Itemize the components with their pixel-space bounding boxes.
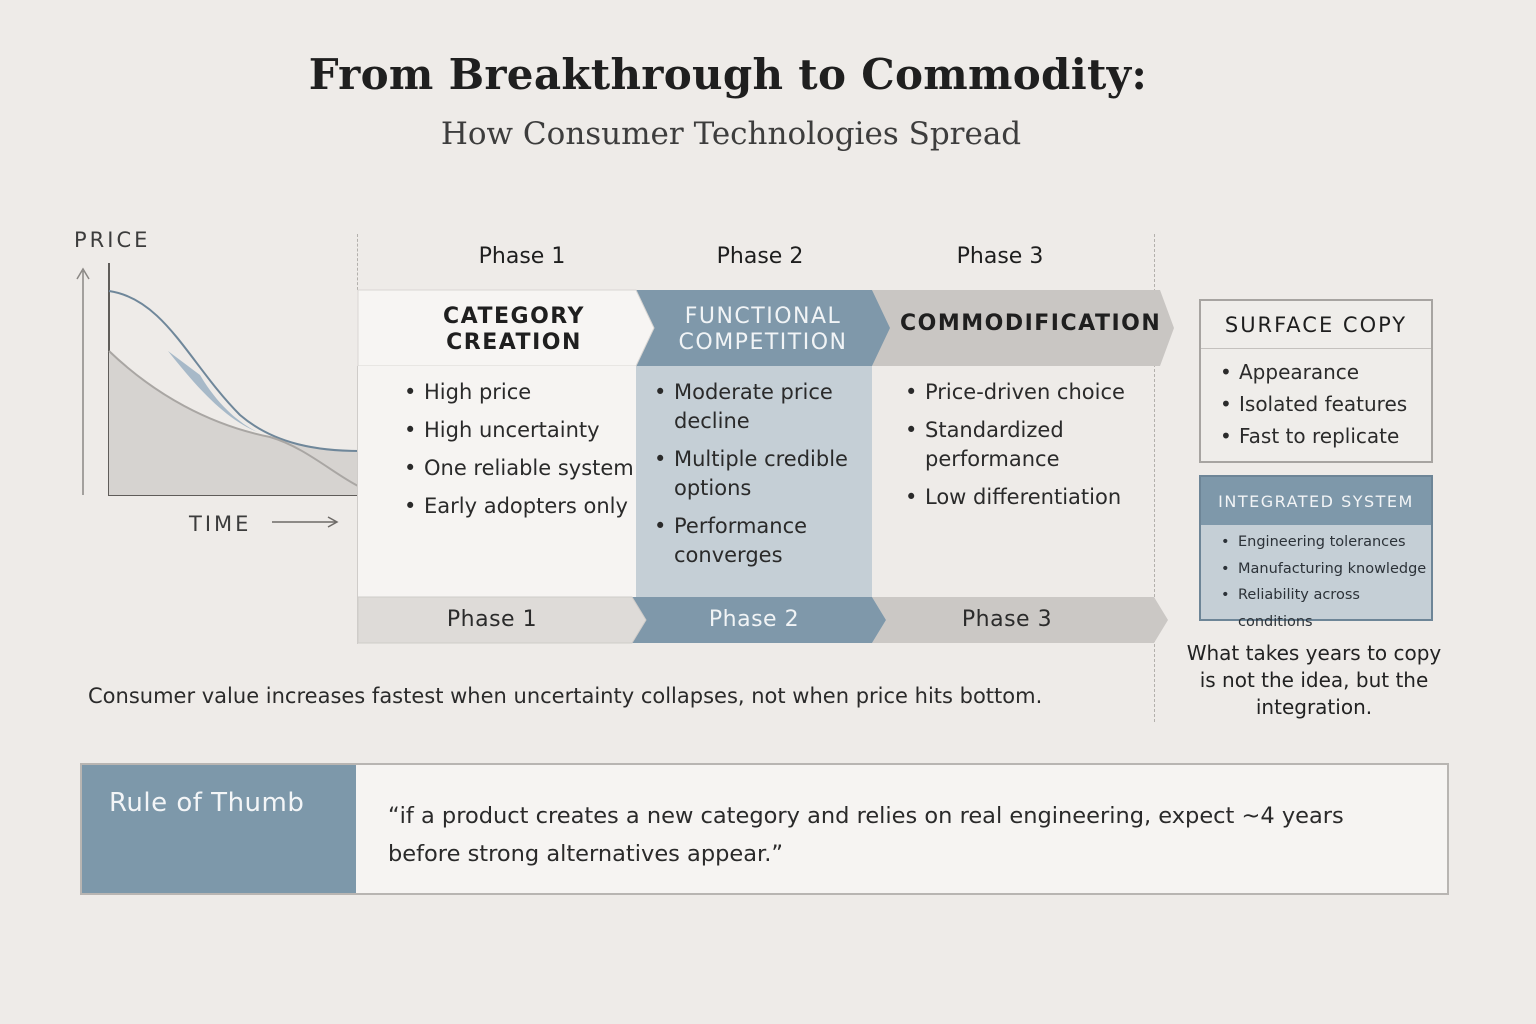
left-dash-guide [357,234,358,290]
phase-2-bullet: • Multiple credible options [654,445,866,503]
price-axis-label: PRICE [74,228,151,252]
phase-2-bullet: • Performance converges [654,512,866,570]
phase-1-header: CATEGORY CREATION [443,304,585,355]
phase-2-bullet: • Moderate price decline [654,378,866,436]
integrated-system-box [1199,475,1433,630]
phase-1-bullet: • One reliable system [404,454,636,483]
integrated-system-item: • Engineering tolerances [1201,529,1431,556]
integrated-system-item: • Reliability across conditions [1201,582,1431,635]
phase-3-bullet: • Price-driven choice [905,378,1151,407]
rule-of-thumb-label-panel [82,765,356,893]
phase-1-top-label: Phase 1 [478,244,566,269]
page-title: From Breakthrough to Commodity: [308,50,1148,99]
integrated-system-title: INTEGRATED SYSTEM [1201,477,1431,525]
phase-3-top-label: Phase 3 [956,244,1044,269]
phase-1-bullets [404,378,636,610]
surface-copy-item: • Appearance [1201,356,1431,388]
takeaway-text: Consumer value increases fastest when uncertainty collapses, not when price hits bottom. [88,684,1043,708]
time-arrow-icon [272,512,342,532]
phase-2-bullets [654,378,866,610]
phase-2-header: FUNCTIONAL COMPETITION [678,304,848,355]
phase-2-bottom-label: Phase 2 [708,607,800,632]
phase-3-bullets [905,378,1151,610]
phase-2-top-label: Phase 2 [716,244,804,269]
price-curve-chart [60,255,360,545]
phase-3-bullet: • Low differentiation [905,483,1151,512]
surface-copy-item: • Isolated features [1201,388,1431,420]
time-axis-label: TIME [189,512,252,536]
page-subtitle: How Consumer Technologies Spread [440,116,1022,152]
phase-1-bottom-label: Phase 1 [446,607,538,632]
phase-3-bullet: • Standardized performance [905,416,1151,474]
integrated-system-item: • Manufacturing knowledge [1201,556,1431,583]
phase-1-bullet: • Early adopters only [404,492,636,521]
phase-1-bullet: • High uncertainty [404,416,636,445]
surface-copy-title: SURFACE COPY [1201,301,1431,349]
rule-of-thumb-quote: “if a product creates a new category and relies on real engineering, expect ~4 years before strong alternatives appear.” [388,803,1344,867]
rule-of-thumb-label: Rule of Thumb [109,788,305,818]
phase-3-bottom-label: Phase 3 [961,607,1053,632]
surface-copy-box [1199,299,1433,463]
integration-note: What takes years to copy is not the idea, but the integration. [1186,641,1442,719]
lower-curve-area [109,351,360,495]
phase-1-bullet: • High price [404,378,636,407]
phase-3-header: COMMODIFICATION [900,311,1162,336]
surface-copy-item: • Fast to replicate [1201,420,1431,452]
